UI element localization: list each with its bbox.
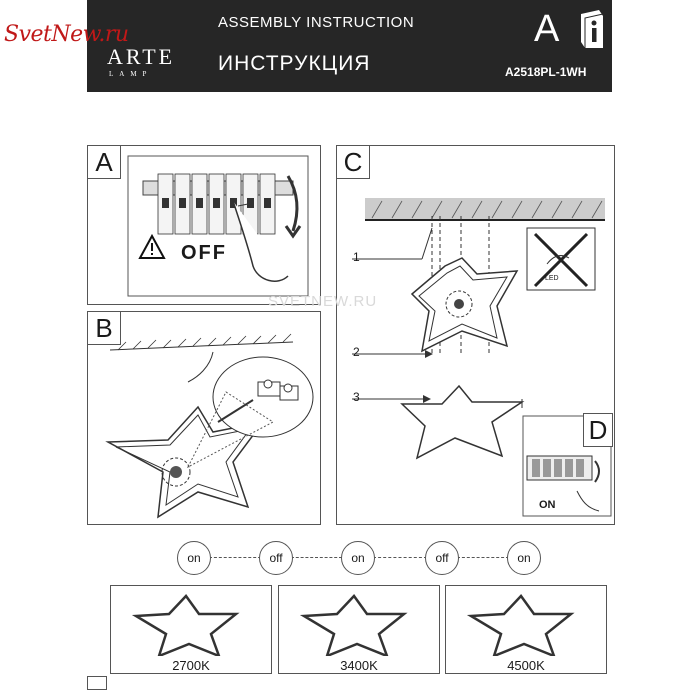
switch-step-2: off [259, 541, 293, 575]
wiring-illustration [88, 312, 320, 524]
switch-step-4: off [425, 541, 459, 575]
title-english: ASSEMBLY INSTRUCTION [218, 14, 415, 31]
sequence-connector [373, 557, 427, 558]
panel-c [336, 145, 615, 525]
color-temp-label: 2700K [172, 658, 210, 673]
led-label: LED [545, 275, 559, 282]
switch-step-5: on [507, 541, 541, 575]
panel-c-label: C [337, 146, 370, 179]
sequence-connector [457, 557, 509, 558]
callout-1: 1 [353, 250, 360, 264]
star-lamp-icon [446, 586, 606, 656]
header-bar [87, 0, 612, 92]
panel-b-label: B [88, 312, 121, 345]
header-letter: A [534, 8, 560, 50]
color-temp-label: 3400K [340, 658, 378, 673]
info-book-icon [579, 10, 605, 48]
color-temp-box-3 [445, 585, 607, 674]
star-lamp-icon [279, 586, 439, 656]
breaker-off-illustration [88, 146, 320, 304]
color-temp-box-2 [278, 585, 440, 674]
star-lamp-icon [111, 586, 271, 656]
svetnew-watermark-logo: SvetNew.ru [4, 22, 129, 47]
model-number: A2518PL-1WH [505, 65, 587, 79]
svetnew-page-watermark: SVETNEW.RU [268, 293, 378, 310]
page-corner-mark [87, 676, 107, 690]
panel-b [87, 311, 321, 525]
mounting-illustration [337, 146, 614, 524]
panel-a [87, 145, 321, 305]
panel-a-label: A [88, 146, 121, 179]
callout-2: 2 [353, 345, 360, 359]
switch-step-3: on [341, 541, 375, 575]
logo-arte: ARTE [107, 44, 176, 69]
callout-3: 3 [353, 390, 360, 404]
off-warning-text: OFF [181, 242, 227, 264]
panel-d-label: D [583, 413, 613, 447]
title-russian: ИНСТРУКЦИЯ [218, 52, 371, 75]
logo-lamp: LAMP [109, 70, 153, 78]
color-temp-label: 4500K [507, 658, 545, 673]
on-text: ON [539, 499, 556, 511]
color-temp-box-1 [110, 585, 272, 674]
switch-step-1: on [177, 541, 211, 575]
sequence-connector [209, 557, 266, 558]
sequence-connector [291, 557, 342, 558]
